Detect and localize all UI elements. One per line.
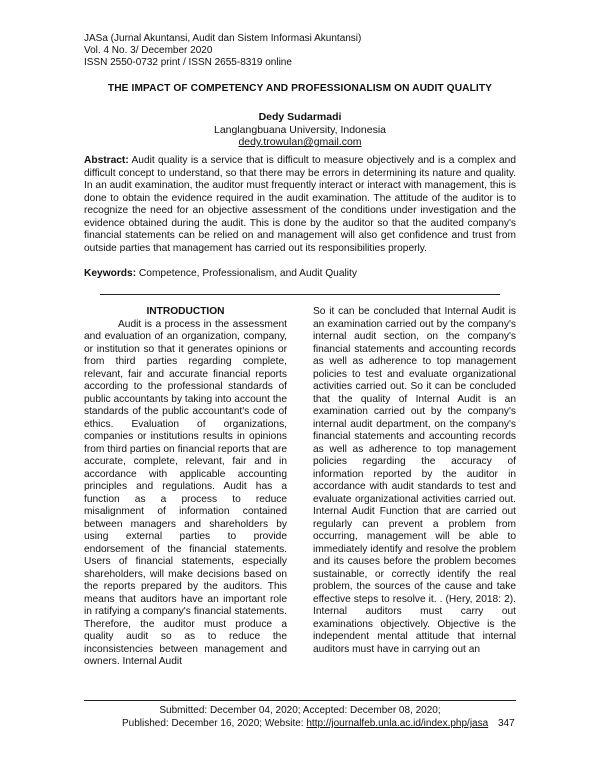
author-email-link[interactable]: dedy.trowulan@gmail.com bbox=[238, 136, 362, 148]
paper-title: THE IMPACT OF COMPETENCY AND PROFESSIONALISM ON AUDIT QUALITY bbox=[107, 83, 493, 94]
right-column bbox=[313, 306, 516, 656]
journal-volume: Vol. 4 No. 3/ December 2020 bbox=[84, 45, 213, 56]
footer-dates: Submitted: December 04, 2020; Accepted: December 08, 2020; bbox=[159, 705, 441, 716]
left-column-text: Audit is a process in the assessment and evaluation of an organization, company, or institution so that it generates opinions or from third parties regarding complete, relevant, fair and accurate financial reports according to the professional standards of public accountants by taking into account the standards of the public accountant's code of ethics. Evaluation of organizations, companies or institutions results in opinions from third parties on financial reports that are accurate, complete, relevant, fair and in accordance with applicable accounting principles and regulations. Audit has a function as a process to reduce misalignment of information contained between managers and shareholders by using external parties to provide endorsement of the financial statements. Users of financial statements, especially shareholders, will make decisions based on the reports prepared by the auditors. This means that auditors have an important role in ratifying a company's financial statements. Therefore, the auditor must produce a quality audit so as to reduce the inconsistencies between management and owners. Internal Audit bbox=[84, 318, 287, 667]
footer-divider bbox=[84, 700, 516, 701]
journal-header bbox=[84, 33, 361, 69]
keywords bbox=[84, 268, 516, 281]
footer-published-text: Published: December 16, 2020; Website: bbox=[122, 718, 307, 729]
keywords-label: Keywords: bbox=[84, 268, 137, 279]
journal-name: JASa (Jurnal Akuntansi, Audit dan Sistem Informasi Akuntansi) bbox=[84, 33, 362, 44]
left-column bbox=[84, 306, 287, 669]
journal-issn: ISSN 2550-0732 print / ISSN 2655-8319 online bbox=[84, 57, 292, 68]
author-block bbox=[0, 111, 600, 149]
abstract-text: Audit quality is a service that is difficult to measure objectively and is a complex and difficult concept to understand, so that there may be errors in determining its nature and quality. In an audit examination, the auditor must frequently interact or interact with management, this is done to obtain the evidence required in the audit examination. The attitude of the auditor is to recognize the need for an objective assessment of the conditions under investigation and the evidence obtained during the audit. This is done by the auditor so that the audited company's financial statements can be relied on and management will also get confidence and trust from outside parties that management has carried out its responsibilities properly. bbox=[84, 155, 516, 254]
abstract-label: Abstract: bbox=[84, 155, 129, 166]
journal-website-link[interactable]: http://journalfeb.unla.ac.id/index.php/jasa bbox=[306, 718, 489, 729]
footer-published bbox=[122, 718, 562, 730]
section-heading-introduction: INTRODUCTION bbox=[146, 306, 225, 317]
right-column-text: So it can be concluded that Internal Audit is an examination carried out by the company's internal audit section, on the company's financial statements and accounting records as well as adherence to top management policies to test and evaluate organizational activities carried out. So it can be concluded that the quality of Internal Audit is an examination carried out by the company's internal audit department, on the company's financial statements and accounting records as well as adherence to top management policies regarding the accuracy of information reported by the auditor in accordance with audit standards to test and evaluate organizational activities carried out. Internal Audit Function that are carried out regularly can prevent a problem from occurring, management will be able to immediately identify and resolve the problem and its causes before the problem becomes sustainable, or correctly identify the real problem, the sources of the cause and take effective steps to resolve it. . (Hery, 2018: 2). Internal auditors must carry out examinations objectively. Objective is the independent mental attitude that internal auditors must have in carrying out an bbox=[313, 306, 516, 655]
keywords-text: Competence, Professionalism, and Audit Quality bbox=[136, 268, 357, 279]
abstract-divider bbox=[100, 294, 500, 295]
page-number: 347 bbox=[498, 718, 515, 729]
author-name: Dedy Sudarmadi bbox=[258, 111, 342, 123]
abstract bbox=[84, 155, 516, 255]
author-affiliation: Langlangbuana University, Indonesia bbox=[213, 123, 386, 136]
